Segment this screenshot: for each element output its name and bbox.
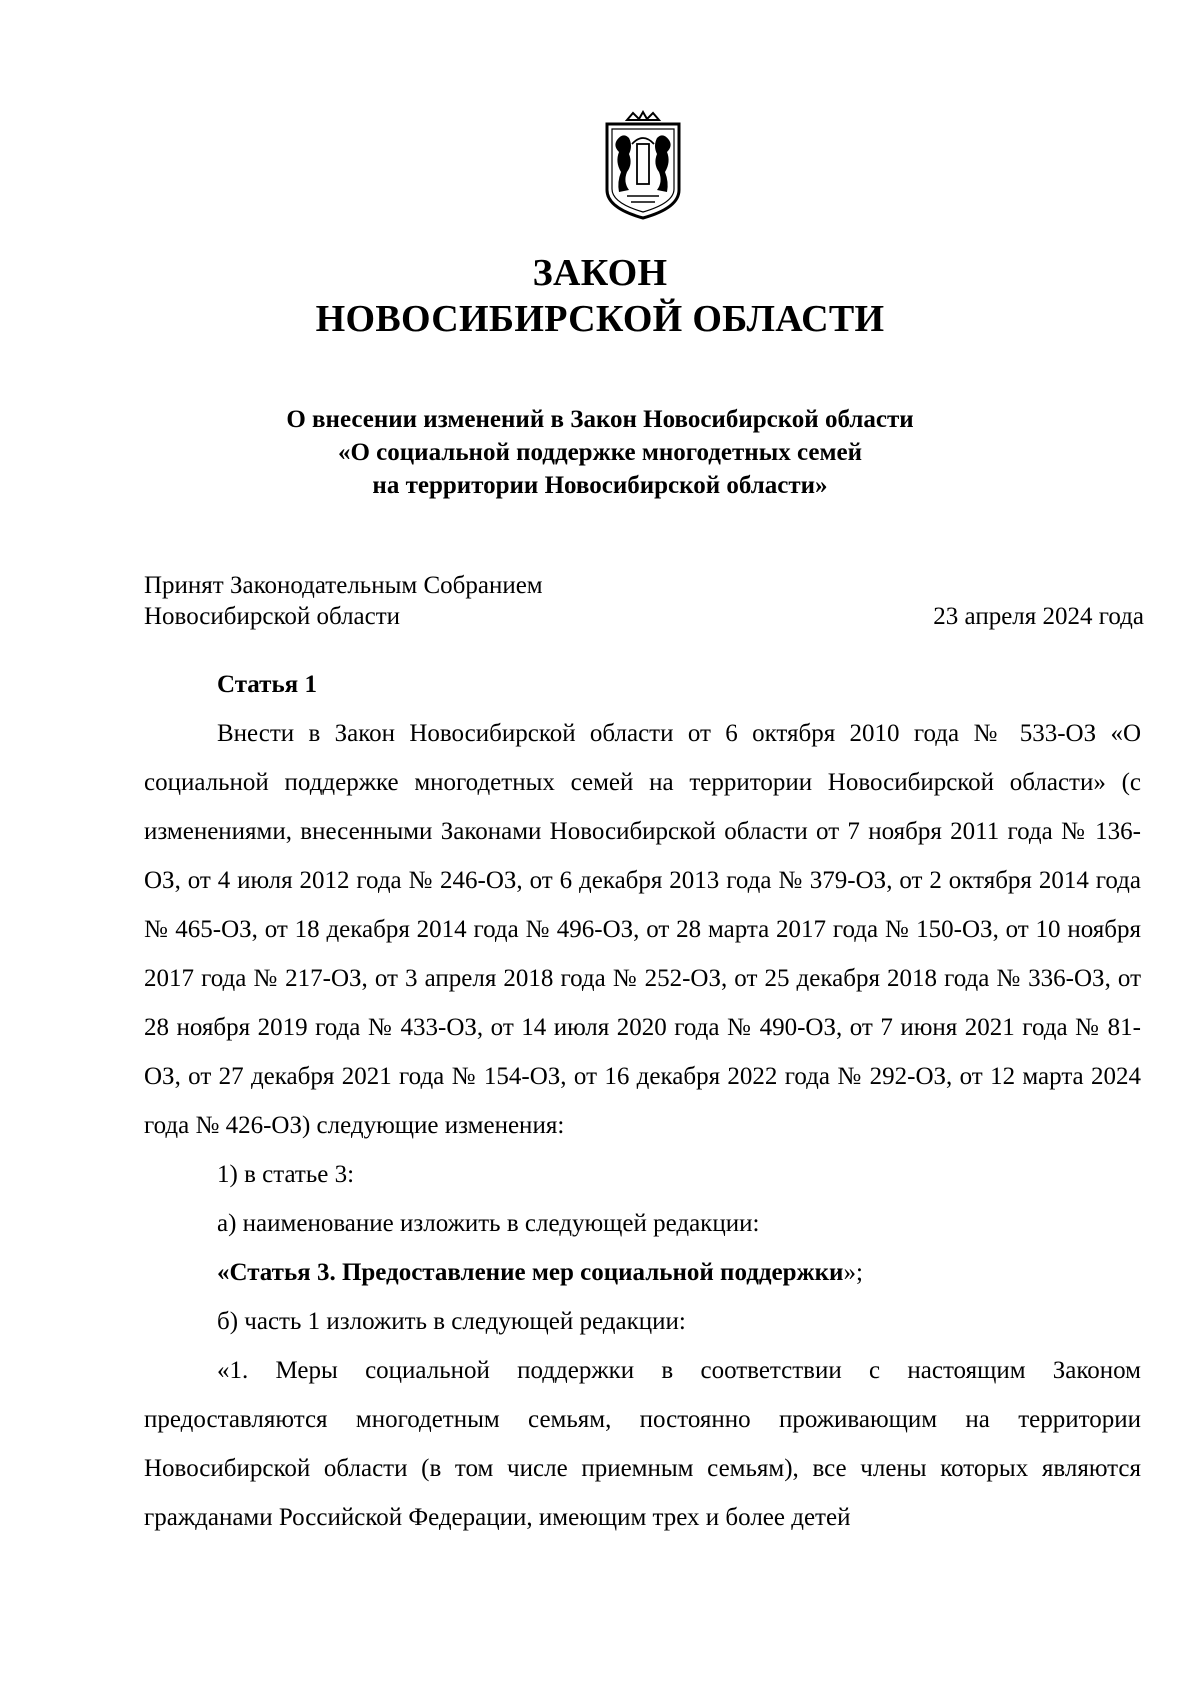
adoption-block — [144, 570, 1144, 632]
item-1: 1) в статье 3: — [217, 1161, 355, 1188]
article-heading: Статья 1 — [217, 671, 317, 698]
quote-close: »; — [843, 1259, 863, 1286]
item-a: а) наименование изложить в следующей редакции: — [217, 1210, 760, 1237]
law-title-line1: ЗАКОН — [532, 252, 668, 294]
item-b: б) часть 1 изложить в следующей редакции: — [217, 1308, 686, 1335]
adoption-date: 23 апреля 2024 года — [933, 603, 1144, 630]
quoted-article-title — [144, 1248, 1141, 1297]
article-body — [144, 660, 1141, 1542]
part-1-paragraph: «1. Меры социальной поддержки в соответствии с настоящим Законом предоставляются многодетным семьям, постоянно проживающим на территории Новосибирской области (в том числе приемным семьям), все члены которых являются гражданами Российской Федерации, имеющим трех и более детей — [144, 1357, 1141, 1531]
subject-line1: О внесении изменений в Закон Новосибирской области — [286, 406, 914, 433]
coat-of-arms-icon — [597, 110, 689, 222]
article-intro-paragraph: Внести в Закон Новосибирской области от 6 октября 2010 года № 533-ОЗ «О социальной поддержке многодетных семей на территории Новосибирской области» (с изменениями, внесенными Законами Новосибирской области от 7 ноября 2011 года № 136-ОЗ, от 4 июля 2012 года № 246-ОЗ, от 6 декабря 2013 года № 379-ОЗ, от 2 октября 2014 года № 465-ОЗ, от 18 декабря 2014 года № 496-ОЗ, от 28 марта 2017 года № 150-ОЗ, от 10 ноября 2017 года № 217-ОЗ, от 3 апреля 2018 года № 252-ОЗ, от 25 декабря 2018 года № 336-ОЗ, от 28 ноября 2019 года № 433-ОЗ, от 14 июля 2020 года № 490-ОЗ, от 7 июня 2021 года № 81-ОЗ, от 27 декабря 2021 года № 154-ОЗ, от 16 декабря 2022 года № 292-ОЗ, от 12 марта 2024 года № 426-ОЗ) следующие изменения: — [144, 720, 1141, 1139]
adopted-by-region: Новосибирской области — [144, 603, 401, 630]
subject-line3: на территории Новосибирской области» — [372, 472, 828, 499]
law-subject — [0, 403, 1200, 502]
law-title-line2: НОВОСИБИРСКОЙ ОБЛАСТИ — [315, 298, 885, 340]
subject-line2: «О социальной поддержке многодетных семей — [337, 439, 863, 466]
law-title — [0, 250, 1200, 342]
quoted-title-bold: Статья 3. Предоставление мер социальной поддержки — [229, 1259, 844, 1286]
quote-open: « — [217, 1259, 230, 1286]
adopted-by-line: Принят Законодательным Собранием — [144, 572, 543, 599]
